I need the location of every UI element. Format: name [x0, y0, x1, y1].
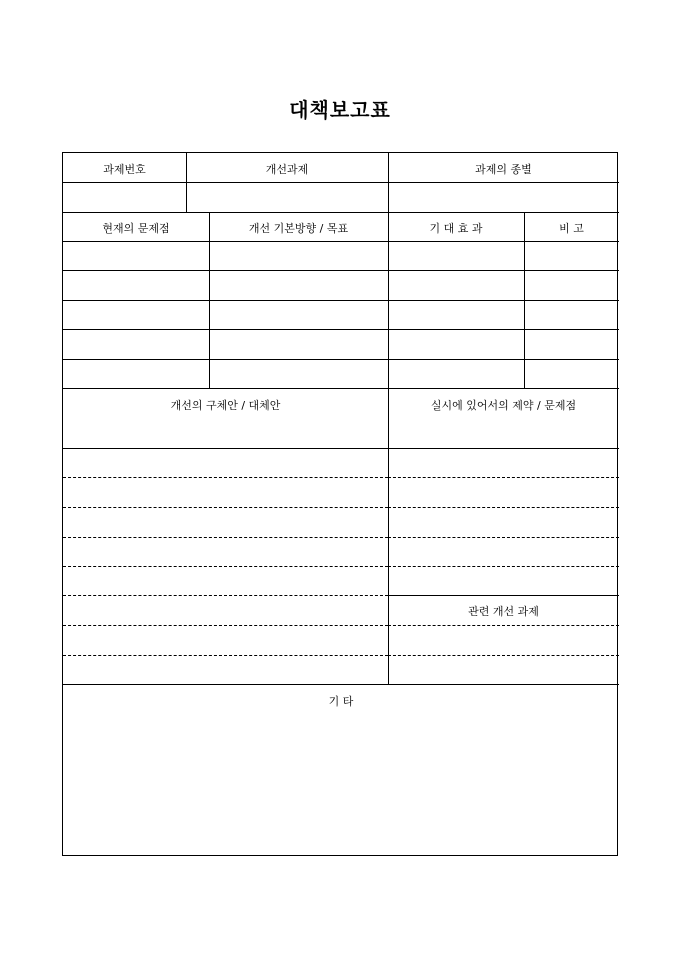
row-divider: [388, 595, 619, 596]
task-type-field[interactable]: [389, 183, 619, 212]
row-divider: [63, 388, 619, 389]
column-divider: [524, 212, 525, 388]
current-problem-label: 현재의 문제점: [102, 222, 170, 235]
dashed-line: [388, 625, 619, 626]
concrete-plan-label: 개선의 구체안 / 대체안: [170, 399, 281, 412]
row-divider: [63, 212, 619, 213]
expected-effect-label: 기 대 효 과: [429, 222, 483, 235]
task-type-label: 과제의 종별: [475, 163, 532, 176]
dashed-line: [63, 566, 388, 567]
dashed-line: [388, 537, 619, 538]
document-title: 대책보고표: [289, 98, 391, 122]
dashed-line: [63, 655, 388, 656]
dashed-line: [388, 477, 619, 478]
dashed-line: [388, 566, 619, 567]
report-form: [62, 152, 618, 856]
row-divider: [63, 684, 619, 685]
dashed-line: [63, 537, 388, 538]
dashed-line: [63, 595, 388, 596]
improvement-task-label: 개선과제: [265, 163, 309, 176]
dashed-line: [63, 625, 388, 626]
constraints-label: 실시에 있어서의 제약 / 문제점: [430, 399, 577, 412]
basic-direction-label: 개선 기본방향 / 목표: [248, 222, 349, 235]
row-divider: [63, 241, 619, 242]
task-number-field[interactable]: [63, 183, 186, 212]
other-label: 기 타: [328, 695, 354, 708]
column-divider: [209, 212, 210, 388]
dashed-line: [388, 507, 619, 508]
task-number-label: 과제번호: [103, 163, 146, 176]
row-divider: [63, 270, 619, 271]
row-divider: [63, 448, 619, 449]
row-divider: [63, 329, 619, 330]
row-divider: [63, 359, 619, 360]
improvement-task-field[interactable]: [187, 183, 388, 212]
related-tasks-label: 관련 개선 과제: [468, 605, 539, 618]
row-divider: [63, 300, 619, 301]
dashed-line: [63, 477, 388, 478]
dashed-line: [388, 655, 619, 656]
remarks-label: 비 고: [559, 222, 584, 235]
dashed-line: [63, 507, 388, 508]
